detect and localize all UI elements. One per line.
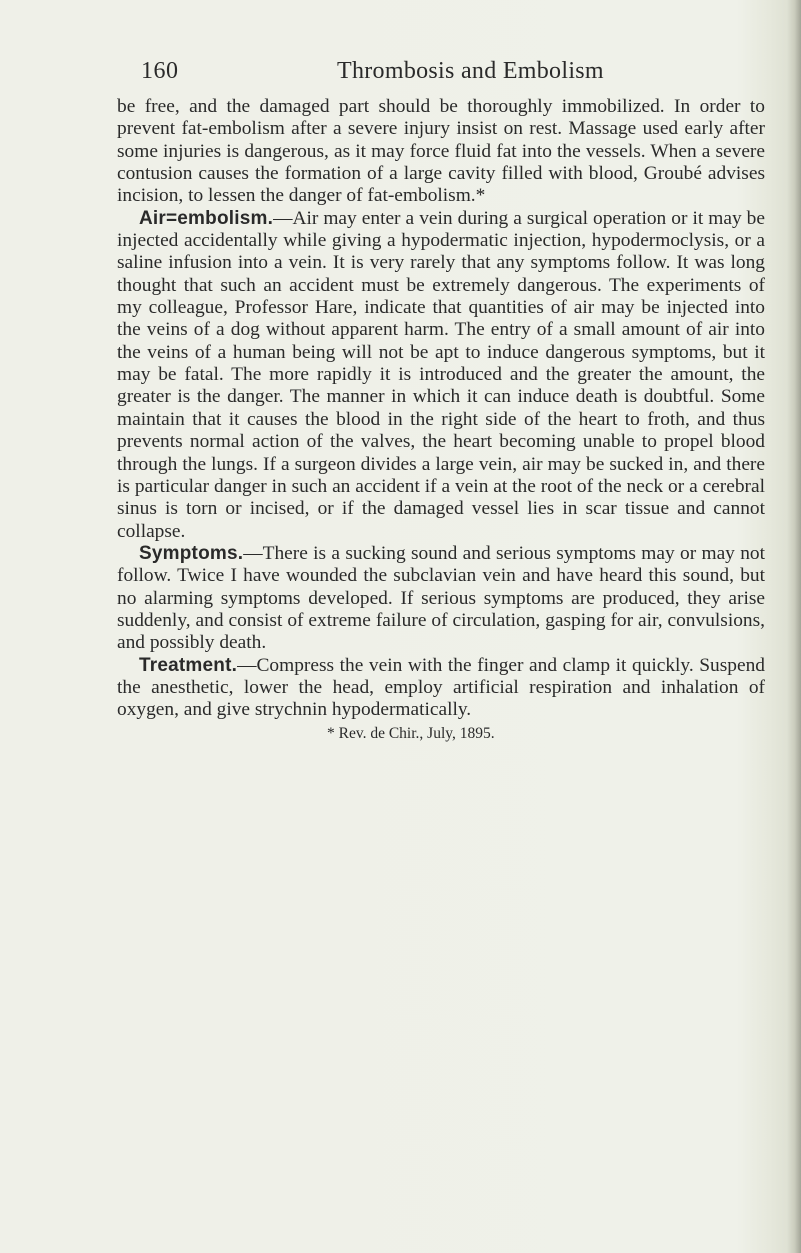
section-heading-symptoms: Symptoms. xyxy=(139,542,244,564)
paragraph-symptoms-text: —There is a sucking sound and serious symptoms may or may not follow. Twice I have wounded the subclavian vein and have heard this sound, but no alarming symptoms developed. If serious symptoms are produced, they arise suddenly, and consist of extreme failure of circulation, gasping for air, convulsions, and possibly death. xyxy=(117,542,765,654)
paragraph-treatment xyxy=(117,655,765,722)
section-heading-air-embolism: Air=embolism. xyxy=(139,207,274,229)
paragraph-symptoms xyxy=(117,543,765,655)
paragraph-air-embolism xyxy=(117,208,765,543)
page-edge-shadow xyxy=(787,0,801,1253)
paragraph-air-embolism-text: —Air may enter a vein during a surgical operation or it may be injected accidentally while giving a hypodermatic injection, hypodermoclysis, or a saline infusion into a vein. It is very rarely that any symptoms follow. It was long thought that such an accident must be extremely dangerous. The experiments of my colleague, Professor Hare, indicate that quantities of air may be injected into the veins of a dog without apparent harm. The entry of a small amount of air into the veins of a human being will not be apt to induce dangerous symptoms, but it may be fatal. The more rapidly it is introduced and the greater the amount, the greater is the danger. The manner in which it can induce death is doubtful. Some maintain that it causes the blood in the right side of the heart to froth, and thus prevents normal action of the valves, the heart becoming unable to propel blood through the lungs. If a surgeon divides a large vein, air may be sucked in, and there is particular danger in such an accident if a vein at the root of the neck or a cerebral sinus is torn or incised, or if the damaged vessel lies in scar tissue and cannot collapse. xyxy=(117,207,765,542)
section-heading-treatment: Treatment. xyxy=(139,654,238,676)
body-text xyxy=(117,96,765,744)
page-number: 160 xyxy=(141,58,179,84)
paragraph-treatment-text: —Compress the vein with the finger and clamp it quickly. Suspend the anesthetic, lower the head, employ artificial respiration and inhalation of oxygen, and give strychnin hypodermatically. xyxy=(117,654,765,721)
running-head xyxy=(0,58,801,92)
running-head-title: Thrombosis and Embolism xyxy=(337,58,604,84)
footnote: * Rev. de Chir., July, 1895. xyxy=(327,724,495,742)
paragraph-fat-embolism: be free, and the damaged part should be thoroughly immobilized. In order to prevent fat-embolism after a severe injury insist on rest. Massage used early after some injuries is dangerous, as it may force fluid fat into the vessels. When a severe contusion causes the formation of a large cavity filled with blood, Groubé advises incision, to lessen the danger of fat-embolism.* xyxy=(117,96,765,207)
